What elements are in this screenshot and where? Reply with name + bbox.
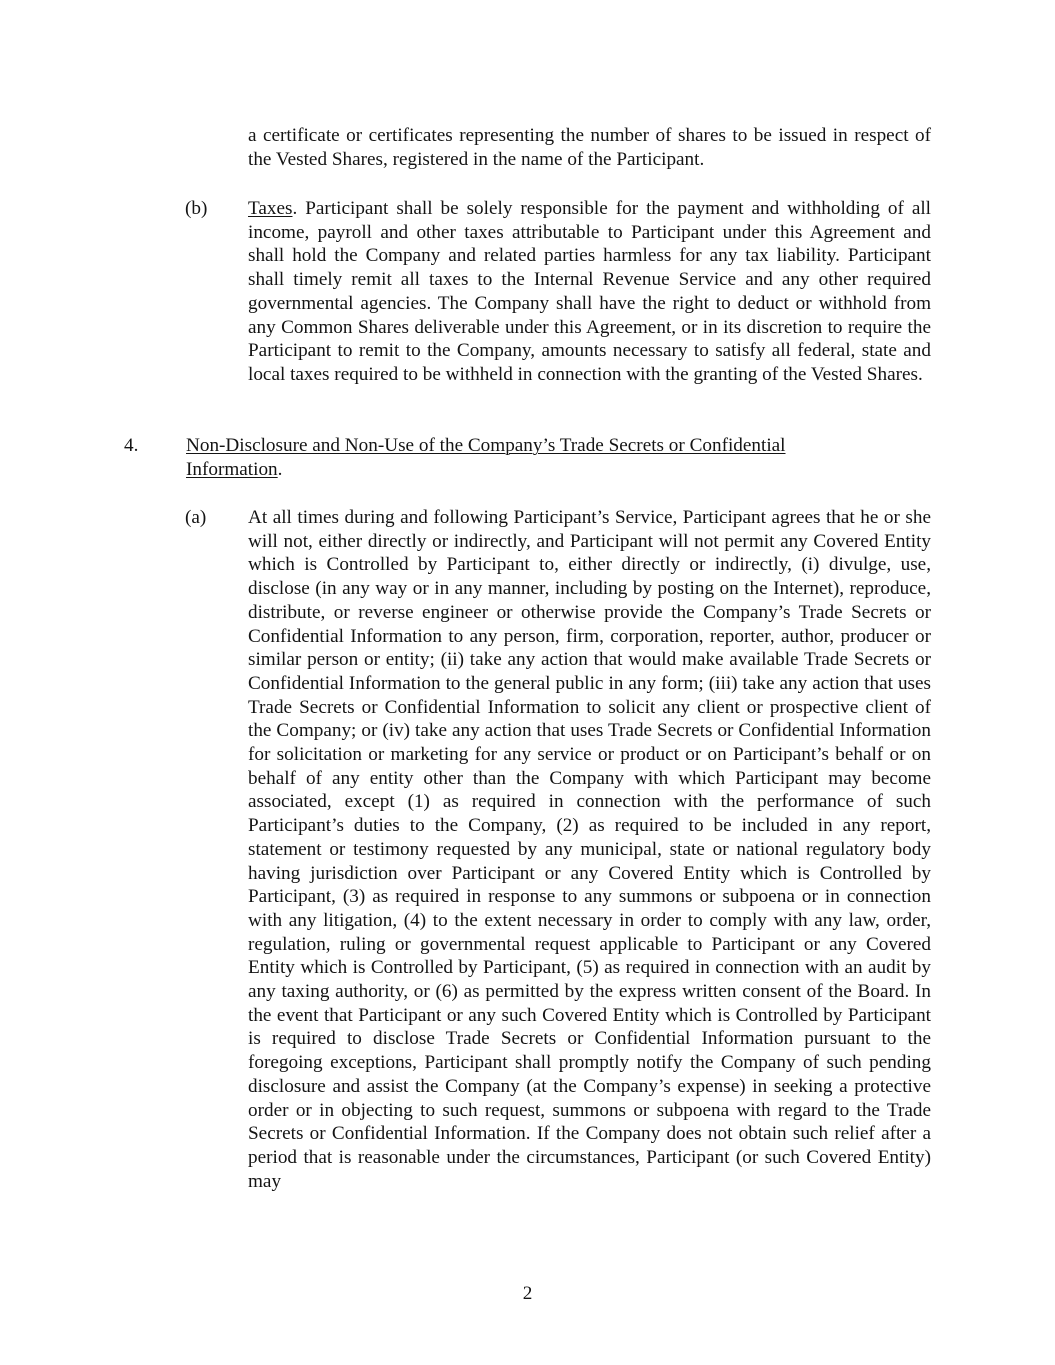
- taxes-heading: Taxes: [248, 198, 293, 219]
- section-4-title: [186, 434, 886, 481]
- subsection-a-paragraph: At all times during and following Participant’s Service, Participant agrees that he or she will not, either directly or indirectly, and Participant will not permit any Covered Entity which is Controlled by Participant to, either directly or indirectly, (i) divulge, use, disclose (in any way or in any manner, including by posting on the Internet), reproduce, distribute, or reverse engineer or otherwise provide the Company’s Trade Secrets or Confidential Information to any person, firm, corporation, reporter, author, producer or similar person or entity; (ii) take any action that would make available Trade Secrets or Confidential Information to the general public in any form; (iii) take any action that uses Trade Secrets or Confidential Information to solicit any client or prospective client of the Company; or (iv) take any action that uses Trade Secrets or Confidential Information for solicitation or marketing for any service or product or on Participant’s behalf or on behalf of any entity other than the Company with which Participant may become associated, except (1) as required in connection with the performance of such Participant’s duties to the Company, (2) as required to be included in any report, statement or testimony requested by any municipal, state or national regulatory body having jurisdiction over Participant or any Covered Entity which is Controlled by Participant, (3) as required in response to any summons or subpoena or in connection with any litigation, (4) to the extent necessary in order to comply with any law, order, regulation, ruling or governmental request applicable to Participant or any Covered Entity which is Controlled by Participant, (5) as required in connection with an audit by any taxing authority, or (6) as permitted by the express written consent of the Board. In the event that Participant or any such Covered Entity which is Controlled by Participant is required to disclose Trade Secrets or Confidential Information pursuant to the foregoing exceptions, Participant shall promptly notify the Company of such pending disclosure and assist the Company (at the Company’s expense) in seeking a protective order or in objecting to such request, summons or subpoena with regard to the Trade Secrets or Confidential Information. If the Company does not obtain such relief after a period that is reasonable under the circumstances, Participant (or such Covered Entity) may: [248, 507, 931, 1192]
- section-4-number: 4.: [124, 435, 139, 456]
- subsection-b-label: (b): [185, 198, 208, 219]
- section-4-title-period: .: [277, 458, 283, 480]
- taxes-heading-period: .: [292, 198, 298, 219]
- page-number: 2: [522, 1283, 533, 1304]
- continuation-paragraph: a certificate or certificates representing the number of shares to be issued in respect of the Vested Shares, registered in the name of the Participant.: [248, 125, 931, 170]
- taxes-body: Participant shall be solely responsible for the payment and withholding of all income, payroll and other taxes attributable to Participant under this Agreement and shall hold the Company and related parties harmless for any tax liability. Participant shall timely remit all taxes to the Internal Revenue Service and any other required governmental agencies. The Company shall have the right to deduct or withhold from any Common Shares deliverable under this Agreement, or in its discretion to require the Participant to remit to the Company, amounts necessary to satisfy all federal, state and local taxes required to be withheld in connection with the granting of the Vested Shares.: [248, 198, 931, 385]
- subsection-a-label: (a): [185, 507, 207, 528]
- subsection-b-paragraph: [248, 197, 931, 387]
- section-4-title-text: Non-Disclosure and Non-Use of the Company’s Trade Secrets or Confidential Information: [186, 435, 786, 480]
